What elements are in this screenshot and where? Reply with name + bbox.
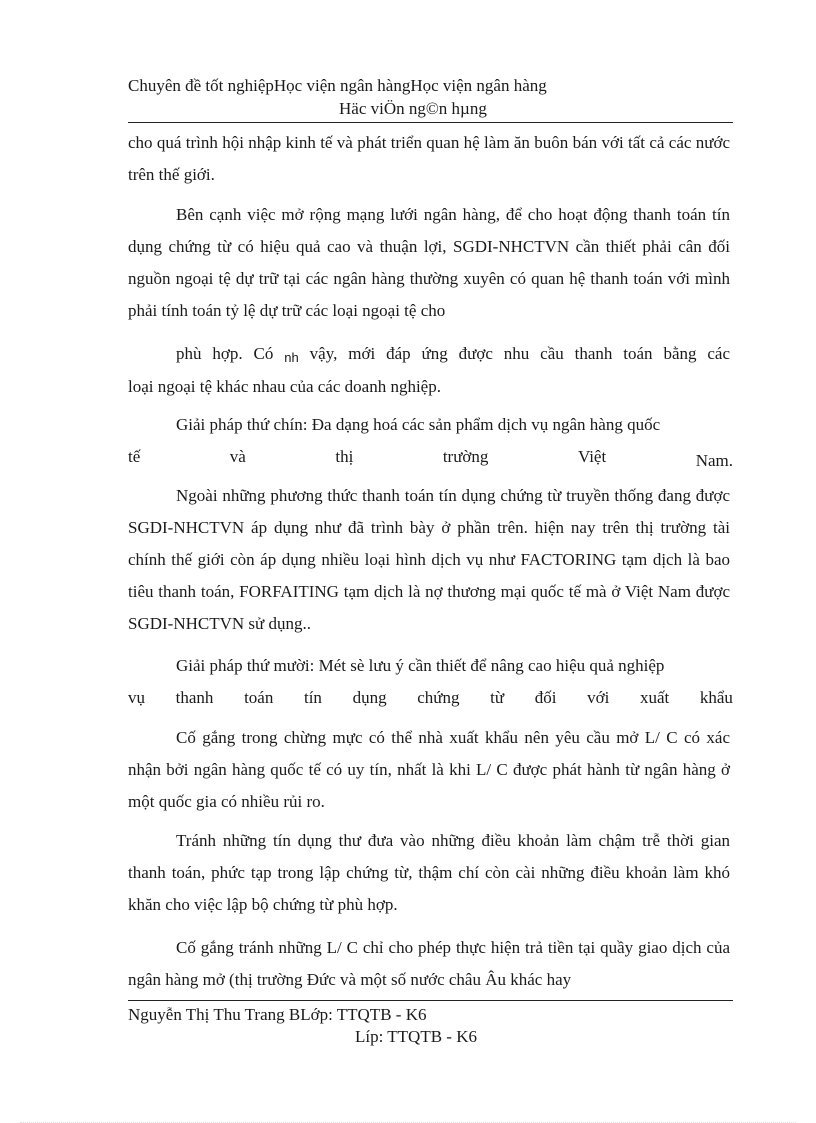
footer-rule — [128, 1000, 733, 1001]
paragraph-8: Tránh những tín dụng thư đưa vào những điều khoản làm chậm trễ thời gian thanh toán, phức tạp trong lập chứng từ, thậm chí còn cài những điều khoản làm khó khăn cho việc lập bộ chứng từ phù hợp. — [128, 831, 730, 914]
paragraph-5: Ngoài những phương thức thanh toán tín dụng chứng từ truyền thống đang được SGDI-NHCTVN áp dụng như đã trình bày ở phần trên. hiện nay trên thị trường tài chính thế giới còn áp dụng nhiều loại hình dịch vụ như FACTORING tạm dịch là bao tiêu thanh toán, FORFAITING tạm dịch là nợ thương mại quốc tế mà ở Việt Nam được SGDI-NHCTVN sử dụng.. — [128, 486, 730, 633]
footer-author: Nguyễn Thị Thu Trang BLớp: TTQTB - K6 — [128, 1005, 427, 1024]
word: đối — [534, 688, 557, 707]
word: tế — [128, 447, 141, 466]
header-rule — [128, 122, 733, 123]
word: thị — [335, 447, 354, 466]
word: với — [587, 688, 610, 707]
word: chứng — [417, 688, 460, 707]
paragraph-3 — [128, 338, 730, 403]
header-subtitle: Häc viÖn ng©n hµng — [339, 99, 487, 118]
paragraph-4-line2 — [128, 447, 733, 470]
word: khẩu — [699, 688, 733, 707]
paragraph-6-line2 — [128, 688, 733, 708]
word: dụng — [352, 688, 387, 707]
word: Việt — [577, 447, 607, 466]
word: Nam. — [695, 451, 733, 470]
footer-class: Líp: TTQTB - K6 — [355, 1027, 477, 1046]
paragraph-3-line2: loại ngoại tệ khác nhau của các doanh nghiệp. — [128, 377, 441, 396]
word: thanh — [175, 688, 214, 707]
paragraph-2: Bên cạnh việc mở rộng mạng lưới ngân hàng, để cho hoạt động thanh toán tín dụng chứng từ có hiệu quả cao và thuận lợi, SGDI-NHCTVN cần thiết phải cân đối nguồn ngoại tệ dự trữ tại các ngân hàng thường xuyên có quan hệ thanh toán với mình phải tính toán tỷ lệ dự trữ các loại ngoại tệ cho — [128, 205, 730, 320]
word: toán — [244, 688, 274, 707]
word: vụ — [128, 688, 145, 707]
word: và — [229, 447, 246, 466]
header-title: Chuyên đề tốt nghiệpHọc viện ngân hàngHọc viện ngân hàng — [128, 76, 547, 95]
paragraph-3-start: phù hợp. Có — [176, 344, 274, 363]
paragraph-3-rest: vậy, mới đáp ứng được nhu cầu thanh toán bằng các — [309, 344, 731, 363]
paragraph-4: Giải pháp thứ chín: Đa dạng hoá các sản phẩm dịch vụ ngân hàng quốc — [176, 415, 661, 434]
paragraph-6: Giải pháp thứ mười: Mét sè lưu ý cần thiết để nâng cao hiệu quả nghiệp — [176, 656, 665, 675]
paragraph-7: Cố gắng trong chừng mực có thể nhà xuất khẩu nên yêu cầu mở L/ C có xác nhận bởi ngân hàng quốc tế có uy tín, nhất là khi L/ C được phát hành từ ngân hàng ở một quốc gia có nhiều rủi ro. — [128, 728, 730, 811]
word: từ — [490, 688, 505, 707]
paragraph-1: cho quá trình hội nhập kinh tế và phát triển quan hệ làm ăn buôn bán với tất cả các nước trên thế giới. — [128, 133, 730, 184]
word: xuất — [639, 688, 670, 707]
word: trường — [442, 447, 489, 466]
word: tín — [303, 688, 322, 707]
paragraph-9: Cố gắng tránh những L/ C chỉ cho phép thực hiện trả tiền tại quầy giao dịch của ngân hàng mở (thị trường Đức và một số nước châu Âu khác hay — [128, 938, 730, 989]
paragraph-3-fragment: nh — [284, 350, 299, 365]
